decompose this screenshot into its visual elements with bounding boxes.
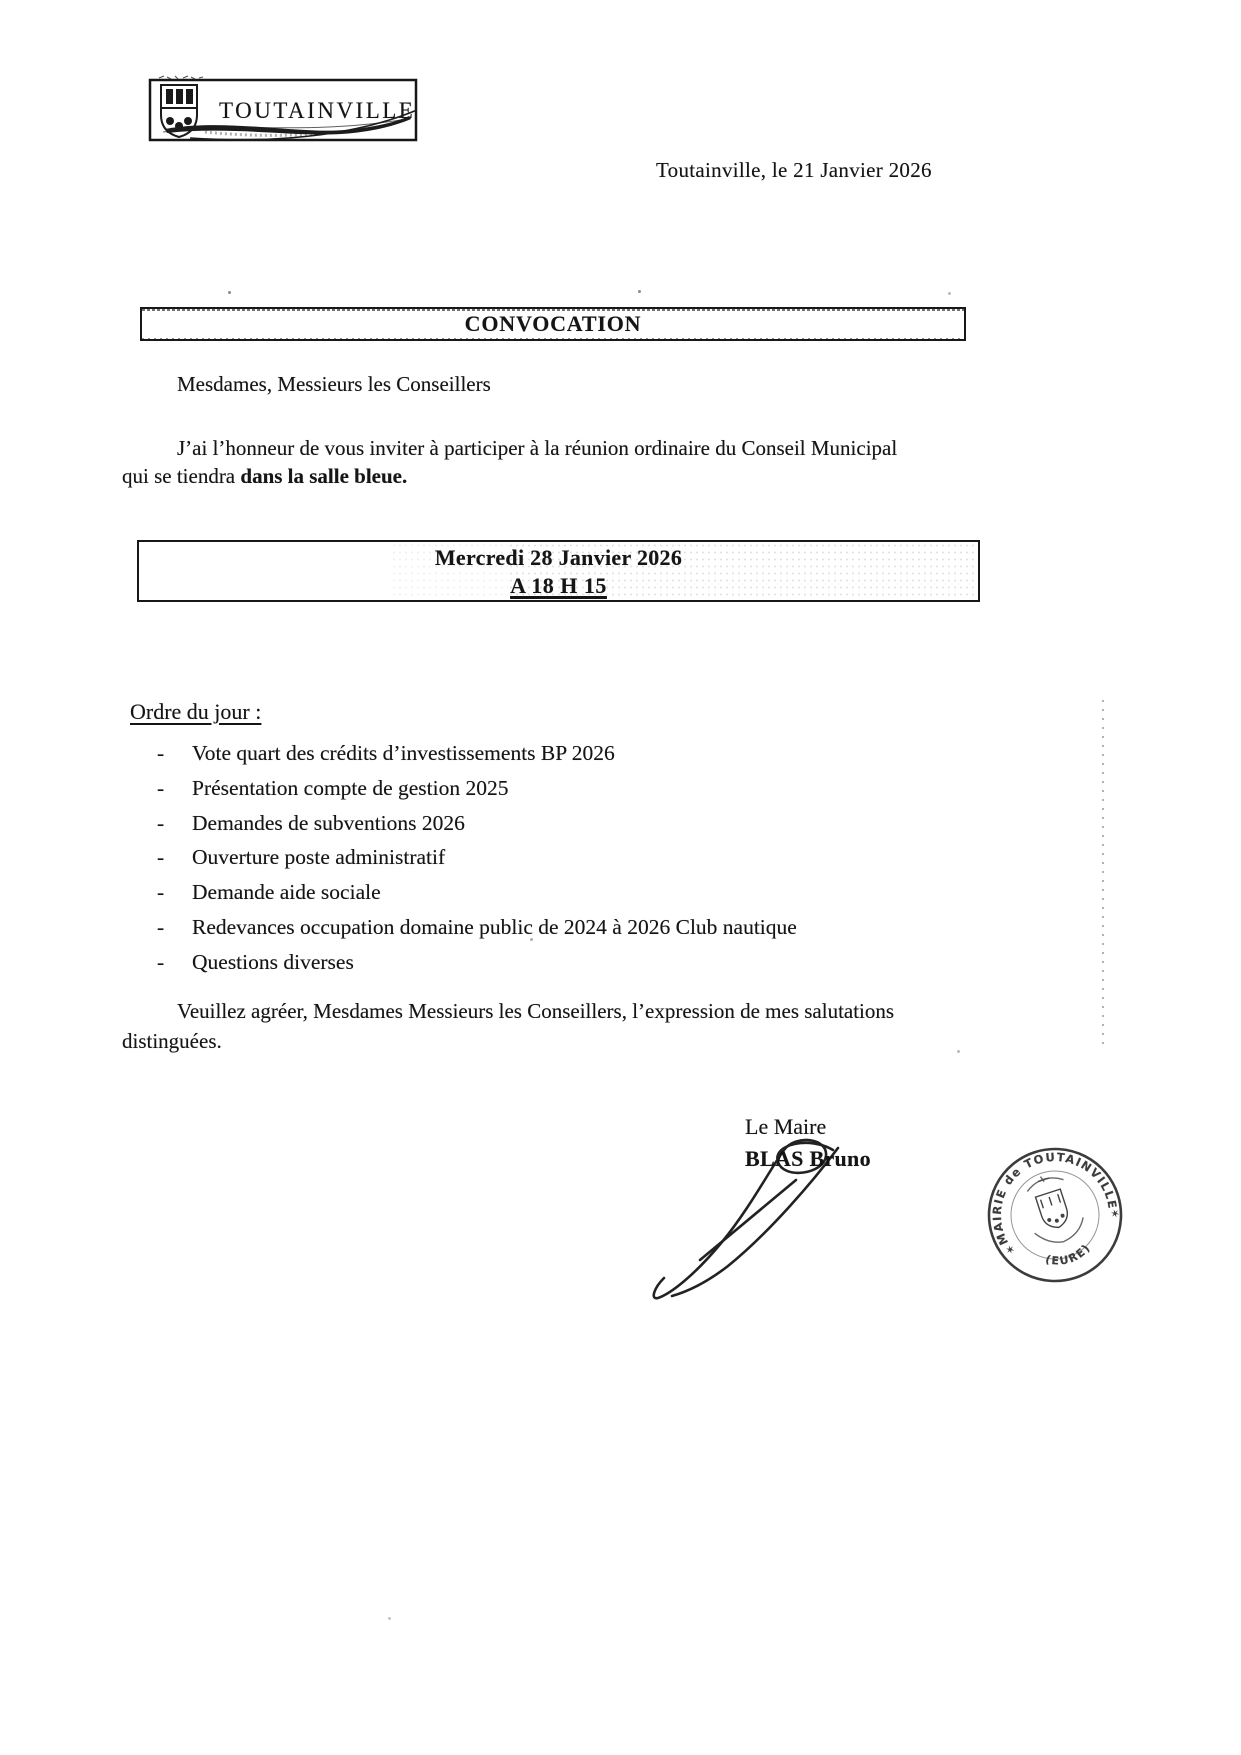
- stamp-star-right: ✶: [1109, 1207, 1122, 1222]
- closing-paragraph: [122, 996, 1012, 1056]
- agenda-item-label: Demande aide sociale: [192, 880, 381, 905]
- stamp-star-left: ✶: [1004, 1243, 1017, 1258]
- list-item: [157, 915, 797, 950]
- bullet-dash: -: [157, 741, 165, 765]
- scan-noise: [957, 1050, 960, 1053]
- official-stamp: [970, 1130, 1150, 1310]
- list-item: [157, 741, 797, 776]
- stamp-bottom-text: (EURE): [1044, 1240, 1094, 1268]
- agenda-list: [157, 741, 797, 985]
- bullet-dash: -: [157, 845, 165, 870]
- intro-line-2-regular: qui se tiendra: [122, 464, 241, 488]
- commune-logo: [145, 74, 445, 154]
- agenda-heading: Ordre du jour :: [130, 699, 262, 724]
- logo-scratches: [159, 76, 203, 79]
- agenda-item-label: Questions diverses: [192, 949, 354, 974]
- signer-name: BLAS Bruno: [745, 1146, 871, 1171]
- agenda-item-label: Demandes de subventions 2026: [192, 810, 465, 835]
- salutation: Mesdames, Messieurs les Conseillers: [177, 372, 491, 396]
- list-item: [157, 776, 797, 811]
- closing-line-1: Veuillez agréer, Mesdames Messieurs les Conseillers, l’expression de mes salutations: [177, 999, 895, 1023]
- closing-line-2: distinguées.: [122, 1029, 222, 1053]
- signature: [600, 1120, 920, 1320]
- signer-role: Le Maire: [745, 1114, 827, 1139]
- scan-noise: [638, 290, 641, 293]
- bullet-dash: -: [157, 775, 165, 800]
- agenda-item-label: Ouverture poste administratif: [192, 845, 446, 870]
- agenda-item-label: Vote quart des crédits d’investissements BP 2026: [192, 741, 615, 765]
- meeting-box: [137, 540, 980, 602]
- bullet-dash: -: [157, 880, 165, 905]
- scan-noise: [948, 292, 951, 295]
- list-item: [157, 950, 797, 985]
- bullet-dash: -: [157, 810, 165, 835]
- meeting-date: Mercredi 28 Janvier 2026: [434, 545, 683, 570]
- document-title: CONVOCATION: [464, 311, 642, 336]
- intro-paragraph: [122, 434, 1002, 490]
- scan-noise: [228, 291, 231, 294]
- stamp-arc-text: MAIRIE de TOUTAINVILLE: [989, 1149, 1120, 1248]
- intro-line-2-bold: dans la salle bleue.: [240, 464, 408, 488]
- list-item: [157, 880, 797, 915]
- bullet-dash: -: [157, 914, 165, 939]
- list-item: [157, 811, 797, 846]
- intro-line-2: [122, 462, 1002, 490]
- title-box: [140, 307, 966, 341]
- dateline: Toutainville, le 21 Janvier 2026: [656, 158, 932, 182]
- stamp-emblem: [1019, 1168, 1089, 1249]
- bullet-dash: -: [157, 949, 165, 974]
- scan-noise: [388, 1617, 391, 1620]
- agenda-item-label: Redevances occupation domaine public de 2024 à 2026 Club nautique: [192, 914, 797, 939]
- logo-text: TOUTAINVILLE: [219, 98, 416, 123]
- agenda-item-label: Présentation compte de gestion 2025: [192, 775, 509, 800]
- intro-line-1: J’ai l’honneur de vous inviter à participer à la réunion ordinaire du Conseil Municipal: [177, 436, 898, 460]
- list-item: [157, 845, 797, 880]
- scan-noise: [530, 938, 533, 941]
- scan-noise: [1102, 700, 1104, 1045]
- meeting-time: A 18 H 15: [510, 573, 607, 598]
